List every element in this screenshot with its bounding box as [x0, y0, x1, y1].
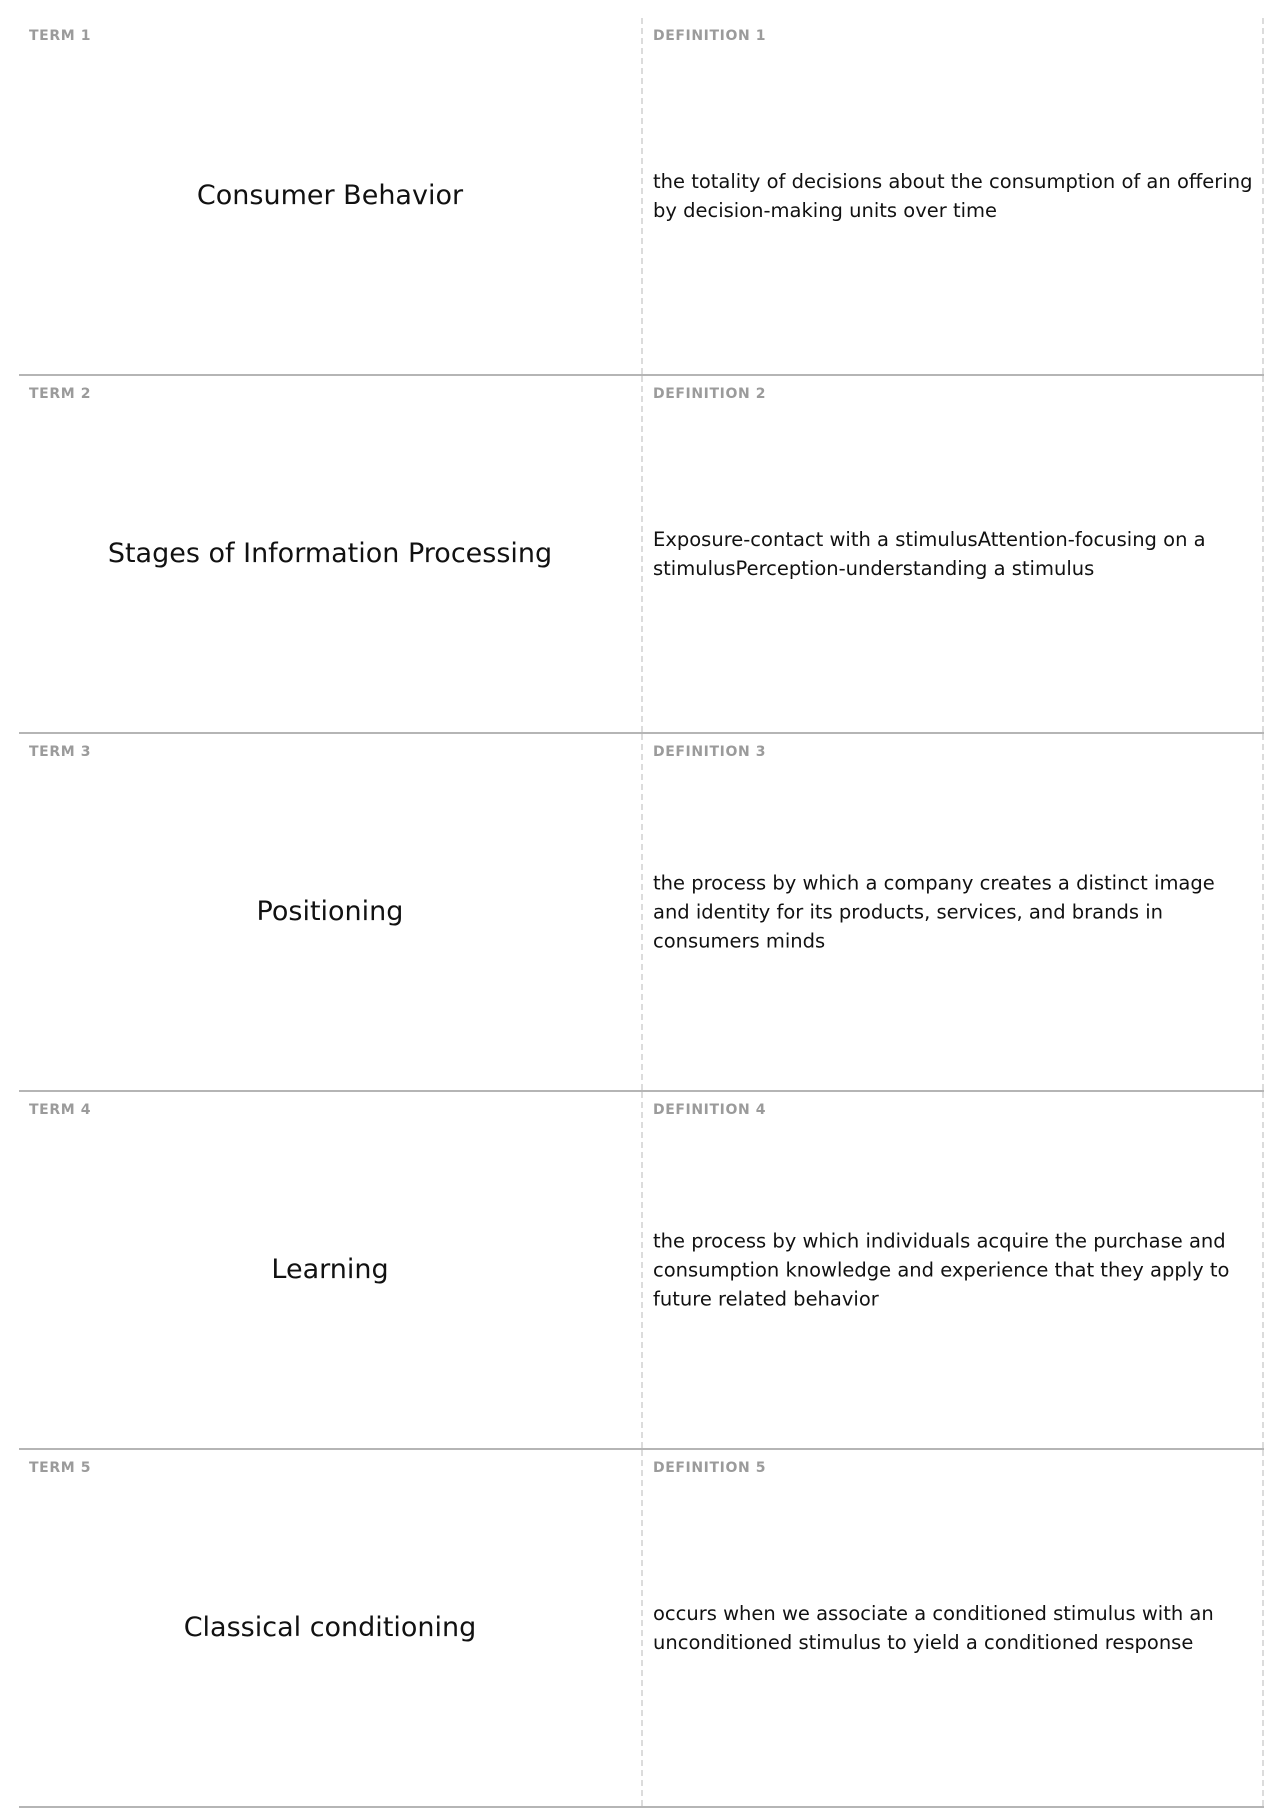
term-text: Classical conditioning [183, 1612, 477, 1643]
term-text: Stages of Information Processing [107, 538, 553, 569]
term-cell[interactable] [19, 734, 643, 1090]
definition-text: Exposure-contact with a stimulusAttention-focusing on a stimulusPerception-understanding a stimulus [653, 528, 1206, 580]
term-cell[interactable] [19, 1450, 643, 1806]
definition-label: DEFINITION 5 [653, 1460, 767, 1476]
flashcard-row-2 [19, 376, 1264, 734]
term-label: TERM 4 [29, 1102, 92, 1118]
term-text: Learning [271, 1254, 389, 1285]
term-label: TERM 1 [29, 28, 92, 44]
term-text: Positioning [256, 896, 404, 927]
definition-text: the process by which a company creates a distinct image and identity for its products, services, and brands in consumers minds [653, 871, 1215, 953]
term-label: TERM 3 [29, 744, 92, 760]
flashcard-row-1 [19, 18, 1264, 376]
definition-label: DEFINITION 4 [653, 1102, 767, 1118]
definition-label: DEFINITION 1 [653, 28, 767, 44]
definition-cell[interactable] [643, 1092, 1264, 1448]
term-cell[interactable] [19, 376, 643, 732]
definition-cell[interactable] [643, 376, 1264, 732]
definition-label: DEFINITION 3 [653, 744, 767, 760]
flashcard-row-5 [19, 1450, 1264, 1808]
definition-text: the process by which individuals acquire the purchase and consumption knowledge and experience that they apply to future related behavior [653, 1229, 1230, 1311]
definition-label: DEFINITION 2 [653, 386, 767, 402]
flashcard-sheet [19, 18, 1264, 1808]
definition-cell[interactable] [643, 1450, 1264, 1806]
definition-cell[interactable] [643, 18, 1264, 374]
definition-cell[interactable] [643, 734, 1264, 1090]
term-label: TERM 2 [29, 386, 92, 402]
term-label: TERM 5 [29, 1460, 92, 1476]
definition-text: the totality of decisions about the consumption of an offering by decision-making units over time [653, 170, 1253, 222]
term-cell[interactable] [19, 18, 643, 374]
flashcard-row-4 [19, 1092, 1264, 1450]
term-text: Consumer Behavior [196, 180, 464, 211]
definition-text: occurs when we associate a conditioned stimulus with an unconditioned stimulus to yield a conditioned response [653, 1602, 1214, 1654]
flashcard-row-3 [19, 734, 1264, 1092]
term-cell[interactable] [19, 1092, 643, 1448]
